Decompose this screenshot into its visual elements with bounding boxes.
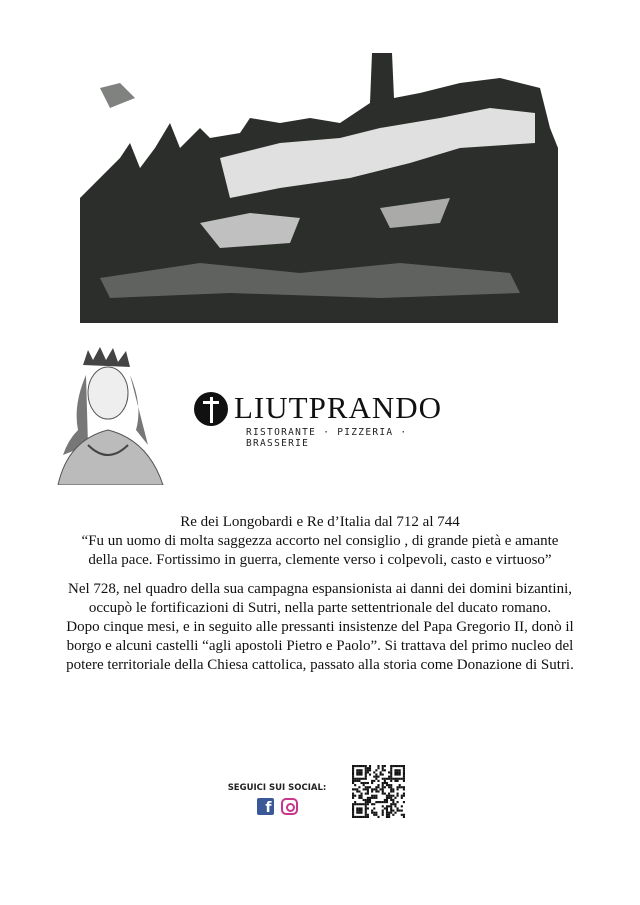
liutprando-logo: [194, 386, 454, 449]
facebook-icon[interactable]: f: [257, 798, 274, 815]
social-label: SEGUICI SUI SOCIAL:: [227, 783, 327, 793]
logo-name: LIUTPRANDO: [234, 390, 443, 425]
social-section: [222, 783, 332, 815]
history-line: potere territoriale della Chiesa cattolica, passato alla storia come Donazione di Sutri.: [66, 657, 574, 673]
king-liutprand-portrait: [48, 345, 173, 485]
quote-line: della pace. Fortissimo in guerra, clemente verso i colpevoli, casto e virtuoso”: [88, 552, 552, 568]
quote: [30, 532, 610, 570]
history-line: Nel 728, nel quadro della sua campagna espansionista ai danni dei domini bizantini,: [67, 581, 573, 597]
sutri-landscape-illustration: [80, 48, 558, 323]
history-paragraph: [30, 580, 610, 675]
subtitle: Re dei Longobardi e Re d’Italia dal 712 al 744: [180, 514, 460, 530]
history-line: borgo e alcuni castelli “agli apostoli Pietro e Paolo”. Si trattava del primo nucleo del: [66, 638, 574, 654]
history-line: Dopo cinque mesi, e in seguito alle pressanti insistenze del Papa Gregorio II, donò il: [66, 619, 574, 635]
cross-emblem-icon: [194, 392, 228, 426]
qr-code[interactable]: [352, 765, 405, 818]
quote-line: “Fu un uomo di molta saggezza accorto nel consiglio , di grande pietà e amante: [81, 533, 559, 549]
history-line: occupò le fortificazioni di Sutri, nella parte settentrionale del ducato romano.: [88, 600, 552, 616]
instagram-icon[interactable]: [281, 798, 298, 815]
logo-tagline: RISTORANTE · PIZZERIA · BRASSERIE: [246, 427, 408, 449]
